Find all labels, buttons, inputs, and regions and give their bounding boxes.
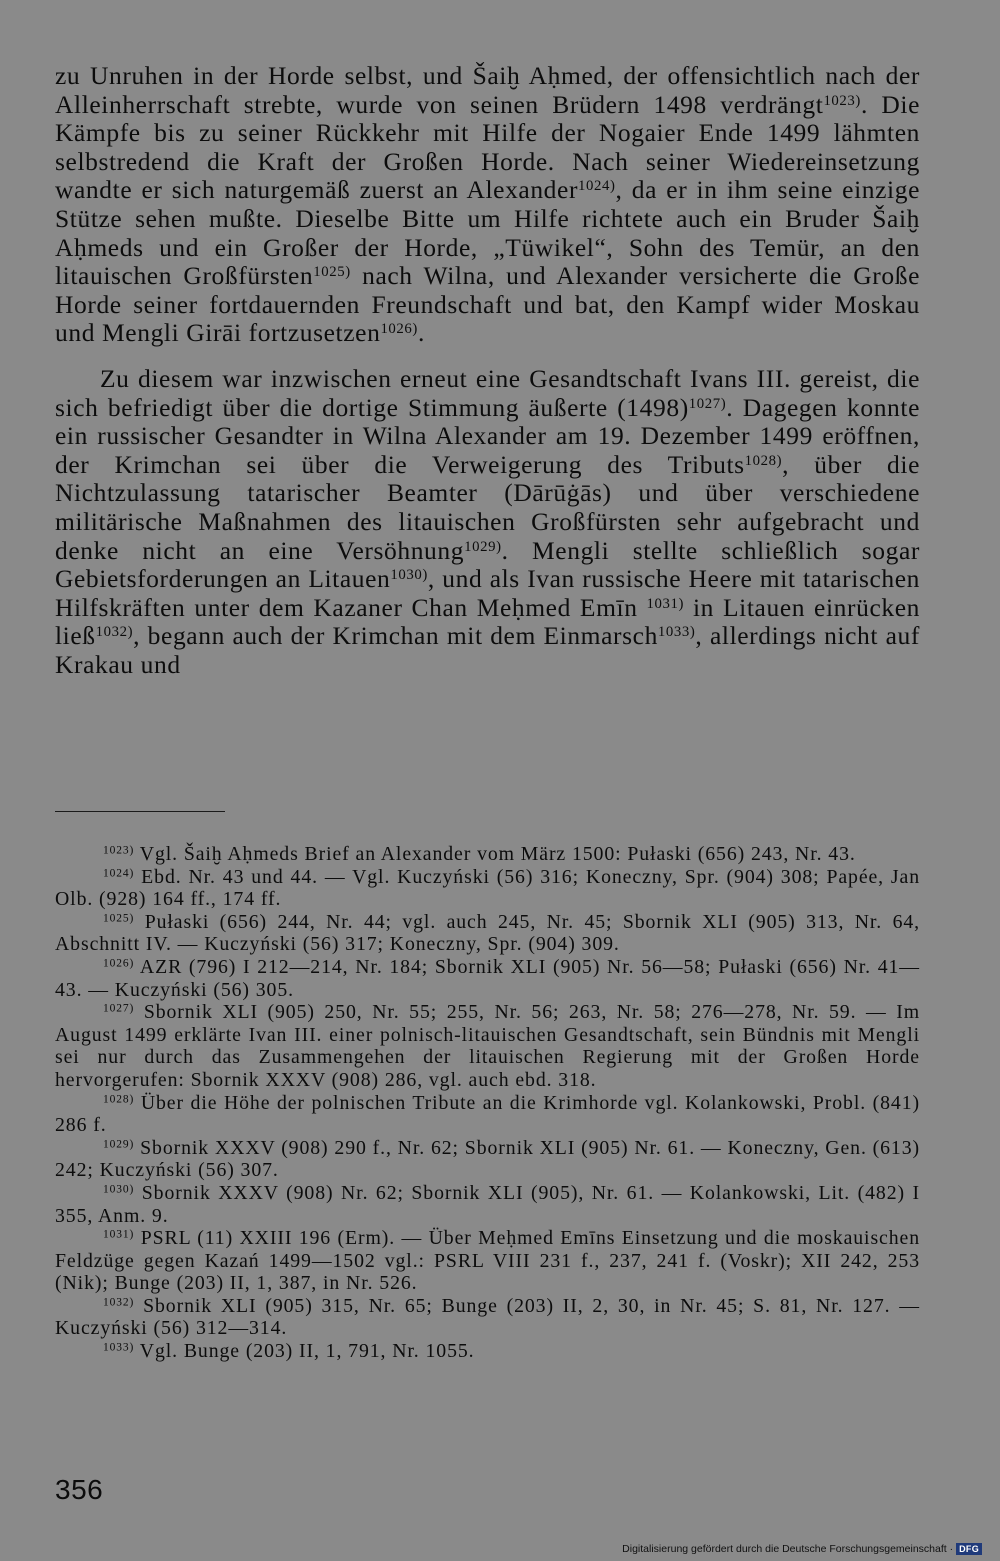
footnote-number: 1025) <box>103 912 135 925</box>
text-run: , und als Ivan russische Heere mit tatarischen Hilfskräften unter dem Kazaner Chan Meḥmed Emīn <box>55 564 921 622</box>
footnote <box>55 956 920 1001</box>
footnote-marker: 1023) <box>823 92 861 109</box>
dfg-logo: DFG <box>956 1543 982 1555</box>
footnote <box>55 866 920 911</box>
footnote-number: 1032) <box>103 1296 135 1309</box>
footnote-marker: 1025) <box>313 264 351 281</box>
footnote-number: 1033) <box>103 1341 135 1354</box>
text-run: zu Unruhen in der Horde selbst, und Šaiḫ Aḥmed, der offensichtlich nach der Alleinherrschaft strebte, wurde von seinen Brüdern 1498 verdrängt <box>55 61 920 119</box>
text-run: , über die Nichtzulassung tatarischer Beamter (Dārūġās) und über verschiedene militärische Maßnahmen des litauischen Großfürsten sehr aufgebracht und denke nicht an eine Versöhnung <box>55 449 920 565</box>
footnote-marker: 1024) <box>578 178 616 195</box>
footnote-text: AZR (796) I 212—214, Nr. 184; Sbornik XLI (905) Nr. 56—58; Pułaski (656) Nr. 41—43. — Kuczyński (56) 305. <box>55 955 920 1001</box>
footnote-text: Sbornik XLI (905) 315, Nr. 65; Bunge (203) II, 2, 30, in Nr. 45; S. 81, Nr. 127. — Kuczyński (56) 312—314. <box>55 1294 920 1340</box>
footnote <box>55 1092 920 1137</box>
footnote-marker: 1033) <box>657 624 696 641</box>
footnote-marker: 1026) <box>380 321 418 338</box>
footnote-separator <box>55 811 225 812</box>
footnote-text: Sbornik XXXV (908) 290 f., Nr. 62; Sbornik XLI (905) Nr. 61. — Koneczny, Gen. (613) 242; Kuczyński (56) 307. <box>55 1136 920 1182</box>
footnote <box>55 1137 920 1182</box>
footnote-marker: 1030) <box>390 566 428 583</box>
footnote <box>55 1182 920 1227</box>
text-run: , begann auch der Krimchan mit dem Einmarsch <box>133 621 658 651</box>
footnote-marker: 1032) <box>95 624 134 641</box>
digitization-credit <box>622 1543 982 1555</box>
footnote-marker: 1028) <box>744 452 783 469</box>
footnote-text: Ebd. Nr. 43 und 44. — Vgl. Kuczyński (56) 316; Koneczny, Spr. (904) 308; Papée, Jan Olb. (928) 164 ff., 174 ff. <box>55 865 920 911</box>
footnote-number: 1029) <box>103 1138 135 1151</box>
footnote-number: 1031) <box>103 1228 135 1241</box>
text-run: . Mengli stellte schließlich sogar Gebietsforderungen an Litauen <box>55 535 920 594</box>
footnote <box>55 1295 920 1340</box>
text-run: . <box>417 318 425 348</box>
footnote-marker: 1029) <box>464 538 502 555</box>
footnote-number: 1024) <box>103 867 135 880</box>
footnote <box>55 911 920 956</box>
page-number: 356 <box>55 1474 104 1505</box>
text-run: . Dagegen konnte ein russischer Gesandter in Wilna Alexander am 19. Dezember 1499 eröffnen, der Krimchan sei über die Verweigerung des Tributs <box>55 392 920 479</box>
footnote <box>55 1227 920 1295</box>
footnote <box>55 843 920 866</box>
footnote-number: 1026) <box>103 957 135 970</box>
footnote-number: 1023) <box>103 844 135 857</box>
footnote-marker: 1031) <box>646 595 685 612</box>
footnote-text: Vgl. Šaiḫ Aḥmeds Brief an Alexander vom März 1500: Pułaski (656) 243, Nr. 43. <box>139 843 856 865</box>
footnote-marker: 1027) <box>688 395 727 412</box>
footnote-text: Sbornik XXXV (908) Nr. 62; Sbornik XLI (905), Nr. 61. — Kolankowski, Lit. (482) I 355, Anm. 9. <box>55 1181 920 1227</box>
text-run: in Litauen einrücken ließ <box>55 592 920 651</box>
credit-text: Digitalisierung gefördert durch die Deutsche Forschungsgemeinschaft · <box>622 1543 954 1555</box>
footnote-number: 1027) <box>103 1002 135 1015</box>
footnote-text: PSRL (11) XXIII 196 (Erm). — Über Meḥmed Emīns Einsetzung und die moskauischen Feldzüge gegen Kazań 1499—1502 vgl.: PSRL VIII 231 f., 237, 241 f. (Voskr); XII 242, 253 (Nik); Bunge (203) II, 1, 387, in Nr. 526. <box>55 1227 920 1295</box>
text-run: . Die Kämpfe bis zu seiner Rückkehr mit Hilfe der Nogaier Ende 1499 lähmten selbstredend die Kraft der Großen Horde. Nach seiner Wiedereinsetzung wandte er sich naturgemäß zuerst an Alexander <box>55 89 920 205</box>
footnote-number: 1028) <box>103 1093 135 1106</box>
main-text <box>55 62 920 679</box>
paragraph-2 <box>55 365 920 680</box>
footnote-text: Sbornik XLI (905) 250, Nr. 55; 255, Nr. 56; 263, Nr. 58; 276—278, Nr. 59. — Im August 1499 erklärte Ivan III. einer polnisch-litauischen Gesandtschaft, sein Bündnis mit Mengli sei nur durch das Zusammengehen der litauischen Regierung mit der Großen Horde hervorgerufen: Sbornik XXXV (908) 286, vgl. auch ebd. 318. <box>55 1001 920 1091</box>
text-run: , da er in ihm seine einzige Stütze sehen mußte. Dieselbe Bitte um Hilfe richtete auch ein Bruder Šaiḫ Aḥmeds und ein Großer der Horde, „Tüwikel“, Sohn des Temür, an den litauischen Großfürsten <box>55 175 920 291</box>
footnote-list <box>55 843 920 1363</box>
footnote <box>55 1340 920 1363</box>
text-run: Zu diesem war inzwischen erneut eine Gesandtschaft Ivans III. gereist, die sich befriedigt über die dortige Stimmung äußerte (1498) <box>55 363 920 422</box>
footnote-text: Vgl. Bunge (203) II, 1, 791, Nr. 1055. <box>139 1340 475 1363</box>
text-run: , allerdings nicht auf Krakau und <box>55 621 920 679</box>
paragraph-1 <box>55 62 920 348</box>
footnote-text: Pułaski (656) 244, Nr. 44; vgl. auch 245, Nr. 45; Sbornik XLI (905) 313, Nr. 64, Abschnitt IV. — Kuczyński (56) 317; Koneczny, Spr. (904) 309. <box>55 910 920 956</box>
footnote-text: Über die Höhe der polnischen Tribute an die Krimhorde vgl. Kolankowski, Probl. (841) 286 f. <box>55 1091 920 1137</box>
footnote <box>55 1001 920 1091</box>
text-run: nach Wilna, und Alexander versicherte die Große Horde seiner fortdauernden Freundschaft und bat, den Kampf wider Moskau und Mengli Girāi fortzusetzen <box>55 261 920 348</box>
footnote-number: 1030) <box>103 1183 135 1196</box>
